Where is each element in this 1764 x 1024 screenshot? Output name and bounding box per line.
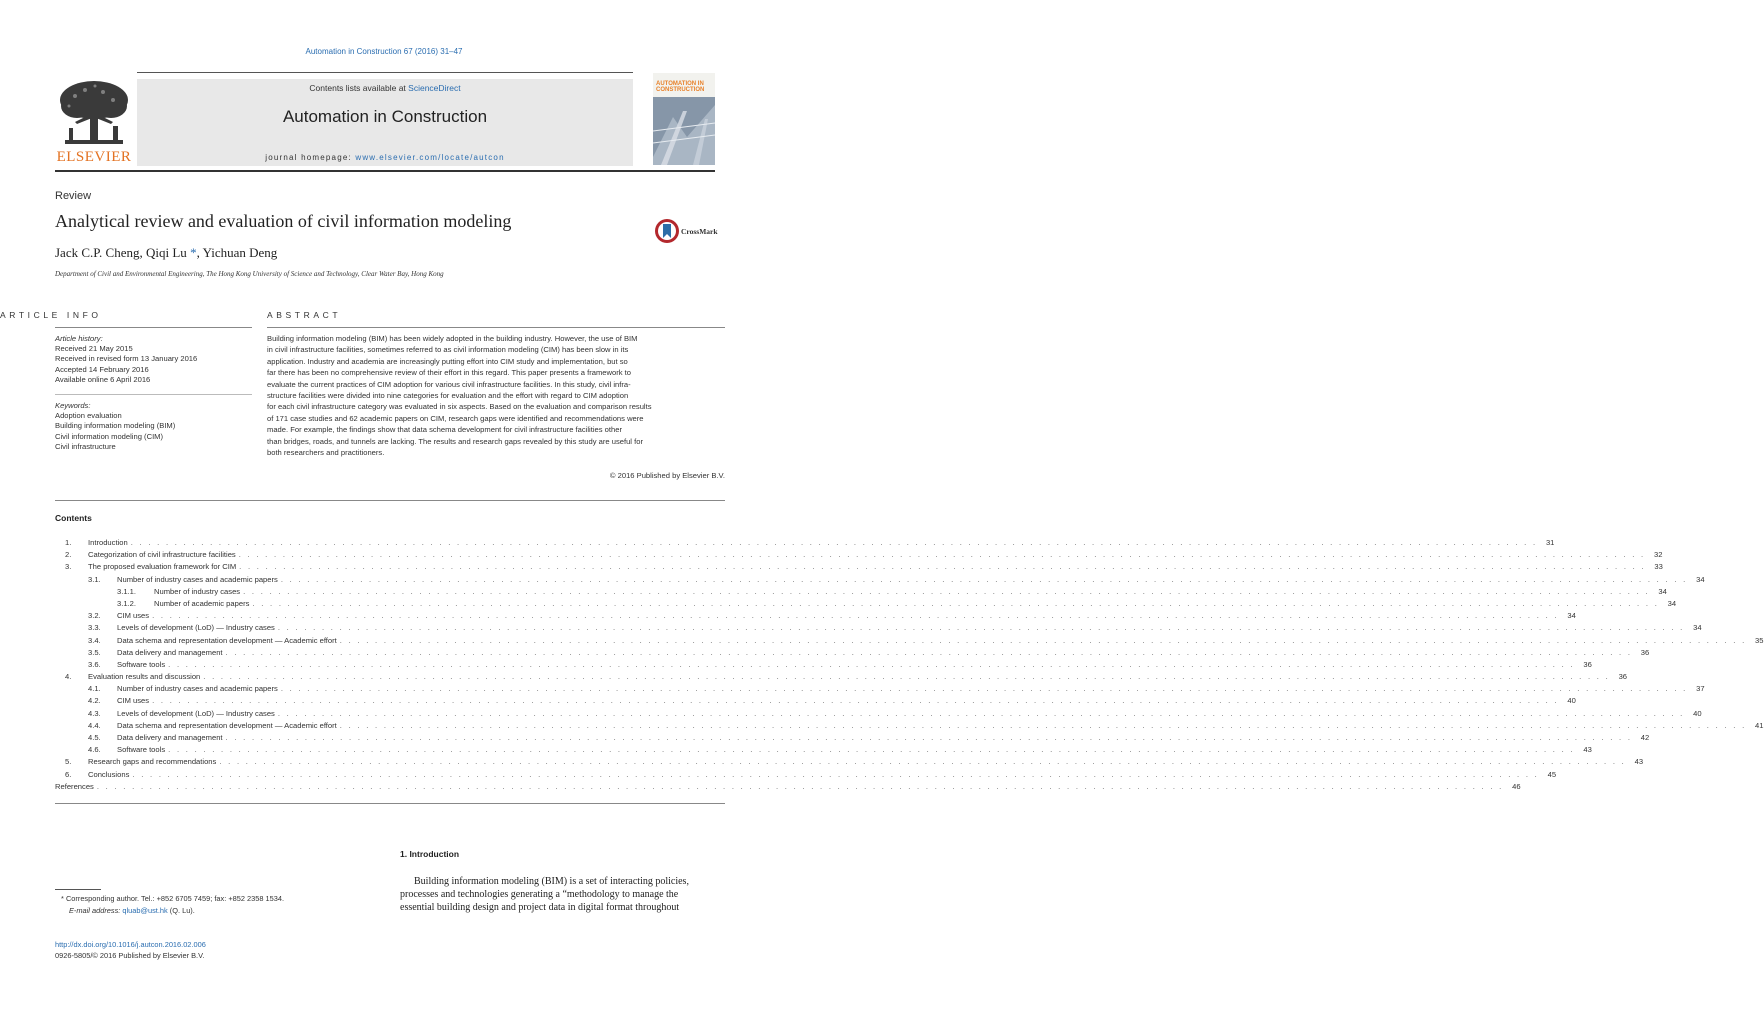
- toc-entry-number: 3.2.: [88, 611, 101, 621]
- toc-leader-dots: . . . . . . . . . . . . . . . . . . . . . . . . . . . . . . . . . . . . . . . . . . . . . . . . . . . . . . . . . . . . . . . . . . . . . . . . . . . . . . . . . . . . . . . . . . . . . . . . . . . . . . . . . . . . . . . . . . . . . . . . . . . . . . . . . . . . . . . . . . . . . . . . . . . . . . . . . . . . . . . .: [277, 623, 1685, 633]
- toc-entry-number: 3.3.: [88, 623, 101, 633]
- abstract-rule: [267, 327, 725, 328]
- header-bottom-rule: [55, 170, 715, 172]
- toc-entry-page: 43: [1583, 745, 1592, 755]
- toc-entry[interactable]: [55, 611, 1576, 623]
- crossmark-label: CrossMark: [681, 227, 718, 236]
- toc-entry[interactable]: [55, 550, 1663, 562]
- abstract-line: both researchers and practitioners.: [267, 448, 385, 458]
- toc-entry-number: 4.1.: [88, 684, 101, 694]
- history-item: Received in revised form 13 January 2016: [55, 354, 198, 364]
- article-history-label: Article history:: [55, 334, 103, 343]
- toc-entry-number: 3.1.2.: [117, 598, 136, 608]
- toc-entry-label: Number of industry cases and academic papers: [117, 574, 278, 584]
- toc-entry-page: 36: [1583, 659, 1592, 669]
- toc-entry-page: 46: [1512, 781, 1521, 791]
- toc-leader-dots: . . . . . . . . . . . . . . . . . . . . . . . . . . . . . . . . . . . . . . . . . . . . . . . . . . . . . . . . . . . . . . . . . . . . . . . . . . . . . . . . . . . . . . . . . . . . . . . . . . . . . . . . . . . . . . . . . . . . . . . . . . . . . . . . . . . . . . . . . . . . . . . . . . . . . . . . . . . . . . . .: [152, 696, 1559, 706]
- toc-leader-dots: . . . . . . . . . . . . . . . . . . . . . . . . . . . . . . . . . . . . . . . . . . . . . . . . . . . . . . . . . . . . . . . . . . . . . . . . . . . . . . . . . . . . . . . . . . . . . . . . . . . . . . . . . . . . . . . . . . . . . . . . . . . . . . . . . . . . . . . . . . . . . . . . . . . . . . . . . . . . . . . .: [96, 781, 1504, 791]
- toc-entry-page: 40: [1567, 696, 1576, 706]
- elsevier-logo[interactable]: [55, 78, 133, 166]
- abstract-body: [267, 333, 725, 458]
- toc-entry-label: References: [55, 781, 94, 791]
- corresponding-author-footnote: * Corresponding author. Tel.: +852 6705 7459; fax: +852 2358 1534.: [61, 894, 285, 903]
- toc-entry[interactable]: [55, 708, 1702, 721]
- toc-leader-dots: . . . . . . . . . . . . . . . . . . . . . . . . . . . . . . . . . . . . . . . . . . . . . . . . . . . . . . . . . . . . . . . . . . . . . . . . . . . . . . . . . . . . . . . . . . . . . . . . . . . . . . . . . . . . . . . . . . . . . . . . . . . . . . . . . . . . . . . . . . . . . . . . . . . . . . . . . . . . . . . .: [130, 538, 1538, 547]
- toc-entry-number: 4.: [65, 672, 72, 682]
- toc-leader-dots: . . . . . . . . . . . . . . . . . . . . . . . . . . . . . . . . . . . . . . . . . . . . . . . . . . . . . . . . . . . . . . . . . . . . . . . . . . . . . . . . . . . . . . . . . . . . . . . . . . . . . . . . . . . . . . . . . . . . . . . . . . . . . . . . . . . . . . . . . . . . . . . . . . . . . . . . . . . . . . . .: [168, 659, 1575, 669]
- toc-entry[interactable]: [55, 598, 1677, 611]
- author-email-link[interactable]: qluab@ust.hk: [122, 906, 168, 915]
- contents-bottom-rule: [55, 803, 725, 804]
- toc-entry-page: 40: [1693, 708, 1702, 718]
- toc-entry-label: Software tools: [117, 659, 166, 669]
- keyword-item: Building information modeling (BIM): [55, 421, 176, 431]
- toc-entry[interactable]: [55, 586, 1667, 599]
- toc-entry-label: Levels of development (LoD) — Industry cases: [117, 623, 275, 633]
- toc-entry-label: Number of academic papers: [154, 598, 250, 608]
- toc-entry-page: 45: [1547, 769, 1557, 779]
- toc-entry-label: Data schema and representation development — Academic effort: [117, 720, 337, 730]
- toc-entry-label: Data delivery and management: [117, 733, 223, 742]
- toc-entry[interactable]: [55, 696, 1576, 708]
- contents-top-rule: [55, 500, 725, 501]
- toc-entry[interactable]: [55, 684, 1705, 696]
- abstract-copyright: © 2016 Published by Elsevier B.V.: [609, 471, 725, 480]
- toc-entry-page: 35: [1755, 635, 1764, 645]
- keyword-item: Civil information modeling (CIM): [55, 431, 164, 441]
- toc-leader-dots: . . . . . . . . . . . . . . . . . . . . . . . . . . . . . . . . . . . . . . . . . . . . . . . . . . . . . . . . . . . . . . . . . . . . . . . . . . . . . . . . . . . . . . . . . . . . . . . . . . . . . . . . . . . . . . . . . . . . . . . . . . . . . . . . . . . . . . . . . . . . . . . . . . . . . . . . . . . . . . . .: [238, 550, 1646, 560]
- toc-entry-page: 43: [1634, 757, 1644, 767]
- toc-entry-label: Number of industry cases and academic papers: [117, 684, 278, 694]
- toc-entry-page: 33: [1654, 562, 1663, 572]
- intro-line: processes and technologies generating a “methodology to manage the: [400, 889, 679, 900]
- corresponding-author-mark[interactable]: *: [190, 245, 197, 260]
- article-authors: Jack C.P. Cheng, Qiqi Lu *, Yichuan Deng: [55, 245, 278, 260]
- journal-cover-thumbnail[interactable]: [653, 73, 715, 165]
- abstract-line: of 171 case studies and 62 academic papers on CIM, research gaps were identified and recommendations were: [267, 413, 644, 423]
- keyword-item: Civil infrastructure: [55, 441, 116, 451]
- toc-entry-label: Data delivery and management: [117, 647, 223, 657]
- journal-homepage-link[interactable]: www.elsevier.com/locate/autcon: [355, 153, 505, 162]
- toc-entry-label: Evaluation results and discussion: [88, 672, 201, 682]
- keywords-label: Keywords:: [55, 401, 91, 410]
- toc-leader-dots: . . . . . . . . . . . . . . . . . . . . . . . . . . . . . . . . . . . . . . . . . . . . . . . . . . . . . . . . . . . . . . . . . . . . . . . . . . . . . . . . . . . . . . . . . . . . . . . . . . . . . . . . . . . . . . . . . . . . . . . . . . . . . . . . . . . . . . . . . . . . . . . . . . . . . . . . . . . . . . . .: [252, 598, 1660, 608]
- journal-homepage-line: journal homepage: www.elsevier.com/locate/autcon: [265, 153, 505, 162]
- toc-entry-number: 3.5.: [88, 647, 101, 657]
- history-item: Accepted 14 February 2016: [55, 364, 149, 374]
- toc-leader-dots: . . . . . . . . . . . . . . . . . . . . . . . . . . . . . . . . . . . . . . . . . . . . . . . . . . . . . . . . . . . . . . . . . . . . . . . . . . . . . . . . . . . . . . . . . . . . . . . . . . . . . . . . . . . . . . . . . . . . . . . . . . . . . . . . . . . . . . . . . . . . . . . . . . . . . . . . . . . . . . . .: [225, 647, 1633, 657]
- toc-entry-number: 1.: [65, 538, 72, 547]
- intro-line: essential building design and project data in digital format throughout: [400, 902, 680, 913]
- abstract-line: evaluate the current practices of CIM adoption for various civil infrastructure facilities. In this study, civil infra-: [267, 379, 631, 389]
- toc-entry-label: Data schema and representation development — Academic effort: [117, 635, 337, 645]
- toc-entry[interactable]: [55, 623, 1702, 635]
- abstract-line: application. Industry and academia are increasingly putting effort into CIM study and implementation, but so: [267, 356, 628, 366]
- keyword-item: Adoption evaluation: [55, 411, 122, 421]
- toc-entry-page: 41: [1755, 720, 1764, 730]
- issn-line: 0926-5805/© 2016 Published by Elsevier B.V.: [55, 951, 205, 960]
- toc-entry-number: 4.5.: [88, 733, 101, 742]
- toc-leader-dots: . . . . . . . . . . . . . . . . . . . . . . . . . . . . . . . . . . . . . . . . . . . . . . . . . . . . . . . . . . . . . . . . . . . . . . . . . . . . . . . . . . . . . . . . . . . . . . . . . . . . . . . . . . . . . . . . . . . . . . . . . . . . . . . . . . . . . . . . . . . . . . . . . . . . . . . . . . . . . . . .: [219, 757, 1627, 767]
- toc-leader-dots: . . . . . . . . . . . . . . . . . . . . . . . . . . . . . . . . . . . . . . . . . . . . . . . . . . . . . . . . . . . . . . . . . . . . . . . . . . . . . . . . . . . . . . . . . . . . . . . . . . . . . . . . . . . . . . . . . . . . . . . . . . . . . . . . . . . . . . . . . . . . . . . . . . . . . . . . . . . . . . . .: [132, 769, 1540, 779]
- article-keywords: [55, 401, 175, 452]
- toc-entry-number: 3.1.1.: [117, 586, 136, 596]
- article-section-type: Review: [55, 190, 92, 202]
- toc-entry-number: 3.4.: [88, 635, 101, 645]
- toc-leader-dots: . . . . . . . . . . . . . . . . . . . . . . . . . . . . . . . . . . . . . . . . . . . . . . . . . . . . . . . . . . . . . . . . . . . . . . . . . . . . . . . . . . . . . . . . . . . . . . . . . . . . . . . . . . . . . . . . . . . . . . . . . . . . . . . . . . . . . . . . . . . . . . . . . . . . . . . . . . . . . . . .: [168, 745, 1575, 755]
- toc-entry-page: 32: [1653, 550, 1663, 560]
- toc-entry[interactable]: [55, 733, 1650, 745]
- toc-entry-label: CIM uses: [117, 696, 150, 706]
- crossmark-badge[interactable]: [654, 218, 726, 244]
- toc-entry-page: 34: [1667, 598, 1677, 608]
- journal-banner: [137, 79, 633, 166]
- introduction-heading: 1. Introduction: [400, 849, 460, 859]
- toc-entry[interactable]: [55, 672, 1628, 684]
- toc-entry-page: 36: [1640, 647, 1650, 657]
- toc-entry-label: Number of industry cases: [154, 586, 241, 596]
- toc-entry[interactable]: [55, 538, 1555, 550]
- toc-leader-dots: . . . . . . . . . . . . . . . . . . . . . . . . . . . . . . . . . . . . . . . . . . . . . . . . . . . . . . . . . . . . . . . . . . . . . . . . . . . . . . . . . . . . . . . . . . . . . . . . . . . . . . . . . . . . . . . . . . . . . . . . . . . . . . . . . . . . . . . . . . . . . . . . . . . . . . . . . . . . . . . .: [280, 684, 1688, 694]
- toc-entry-page: 34: [1693, 623, 1702, 633]
- history-item: Available online 6 April 2016: [55, 374, 151, 384]
- contents-available-line: Contents lists available at ScienceDirect: [309, 83, 461, 93]
- email-footnote: E-mail address: qluab@ust.hk (Q. Lu).: [69, 906, 195, 915]
- toc-entry[interactable]: [55, 659, 1592, 672]
- toc-entry-number: 6.: [65, 769, 72, 779]
- intro-line: Building information modeling (BIM) is a set of interacting policies,: [414, 876, 689, 887]
- journal-title: Automation in Construction: [282, 107, 488, 126]
- toc-entry-page: 34: [1696, 574, 1705, 584]
- article-info-rule: [55, 327, 252, 328]
- toc-leader-dots: . . . . . . . . . . . . . . . . . . . . . . . . . . . . . . . . . . . . . . . . . . . . . . . . . . . . . . . . . . . . . . . . . . . . . . . . . . . . . . . . . . . . . . . . . . . . . . . . . . . . . . . . . . . . . . . . . . . . . . . . . . . . . . . . . . . . . . . . . . . . . . . . . . . . . . . . . . . . . . . .: [239, 562, 1646, 572]
- introduction-body: [400, 875, 725, 914]
- toc-entry-label: The proposed evaluation framework for CIM: [88, 562, 237, 572]
- toc-entry-page: 37: [1696, 684, 1705, 694]
- cover-image: [653, 97, 715, 165]
- toc-leader-dots: . . . . . . . . . . . . . . . . . . . . . . . . . . . . . . . . . . . . . . . . . . . . . . . . . . . . . . . . . . . . . . . . . . . . . . . . . . . . . . . . . . . . . . . . . . . . . . . . . . . . . . . . . . . . . . . . . . . . . . . . . . . . . . . . . . . . . . . . . . . . . . . . . . . . . . . . . . . . . . . .: [280, 574, 1688, 584]
- journal-reference[interactable]: Automation in Construction 67 (2016) 31–47: [305, 47, 463, 56]
- toc-leader-dots: . . . . . . . . . . . . . . . . . . . . . . . . . . . . . . . . . . . . . . . . . . . . . . . . . . . . . . . . . . . . . . . . . . . . . . . . . . . . . . . . . . . . . . . . . . . . . . . . . . . . . . . . . . . . . . . . . . . . . . . . . . . . . . . . . . . . . . . . . . . . . . . . . . . . . . . . . . . . . . . .: [277, 708, 1685, 718]
- table-of-contents: [55, 538, 1764, 794]
- toc-entry[interactable]: [55, 562, 1663, 574]
- toc-entry[interactable]: [55, 745, 1592, 757]
- toc-leader-dots: . . . . . . . . . . . . . . . . . . . . . . . . . . . . . . . . . . . . . . . . . . . . . . . . . . . . . . . . . . . . . . . . . . . . . . . . . . . . . . . . . . . . . . . . . . . . . . . . . . . . . . . . . . . . . . . . . . . . . . . . . . . . . . . . . . . . . . . . . . . . . . . . . . . . . . . . . . . . . . . .: [339, 635, 1747, 645]
- toc-entry-page: 34: [1658, 586, 1667, 596]
- toc-entry-number: 5.: [65, 757, 72, 767]
- toc-entry-number: 4.2.: [88, 696, 101, 706]
- toc-entry[interactable]: [55, 720, 1764, 733]
- toc-leader-dots: . . . . . . . . . . . . . . . . . . . . . . . . . . . . . . . . . . . . . . . . . . . . . . . . . . . . . . . . . . . . . . . . . . . . . . . . . . . . . . . . . . . . . . . . . . . . . . . . . . . . . . . . . . . . . . . . . . . . . . . . . . . . . . . . . . . . . . . . . . . . . . . . . . . . . . . . . . . . . . . .: [339, 720, 1747, 730]
- toc-entry-number: 3.1.: [88, 574, 101, 584]
- abstract-line: in civil infrastructure facilities, sometimes referred to as civil information modeling (CIM) has been slow in its: [267, 345, 629, 355]
- sciencedirect-link[interactable]: ScienceDirect: [408, 83, 461, 93]
- toc-leader-dots: . . . . . . . . . . . . . . . . . . . . . . . . . . . . . . . . . . . . . . . . . . . . . . . . . . . . . . . . . . . . . . . . . . . . . . . . . . . . . . . . . . . . . . . . . . . . . . . . . . . . . . . . . . . . . . . . . . . . . . . . . . . . . . . . . . . . . . . . . . . . . . . . . . . . . . . . . . . . . . . .: [152, 611, 1559, 621]
- tree-logo-icon: [55, 78, 133, 150]
- abstract-line: far there has been no comprehensive review of their effort in this regard. This paper presents a framework to: [267, 368, 631, 378]
- article-history: [55, 334, 197, 385]
- toc-entry-label: Categorization of civil infrastructure facilities: [88, 550, 236, 560]
- author-affiliation: Department of Civil and Environmental Engineering, The Hong Kong University of Science and Technology, Clear Water Bay, Hong Kong: [55, 270, 444, 278]
- history-item: Received 21 May 2015: [55, 344, 133, 354]
- toc-entry-page: 42: [1640, 733, 1650, 742]
- toc-entry-label: Software tools: [117, 745, 166, 755]
- article-info-heading: ARTICLE INFO: [0, 310, 102, 320]
- toc-entry-number: 3.: [65, 562, 72, 572]
- toc-entry-number: 3.6.: [88, 659, 101, 669]
- abstract-line: than bridges, roads, and tunnels are lacking. The results and research gaps revealed by this study are useful for: [267, 436, 643, 446]
- toc-entry-label: Introduction: [88, 538, 128, 547]
- toc-entry-page: 31: [1545, 538, 1555, 547]
- toc-leader-dots: . . . . . . . . . . . . . . . . . . . . . . . . . . . . . . . . . . . . . . . . . . . . . . . . . . . . . . . . . . . . . . . . . . . . . . . . . . . . . . . . . . . . . . . . . . . . . . . . . . . . . . . . . . . . . . . . . . . . . . . . . . . . . . . . . . . . . . . . . . . . . . . . . . . . . . . . . . . . . . . .: [225, 733, 1633, 742]
- footnote-rule: [55, 889, 101, 890]
- toc-leader-dots: . . . . . . . . . . . . . . . . . . . . . . . . . . . . . . . . . . . . . . . . . . . . . . . . . . . . . . . . . . . . . . . . . . . . . . . . . . . . . . . . . . . . . . . . . . . . . . . . . . . . . . . . . . . . . . . . . . . . . . . . . . . . . . . . . . . . . . . . . . . . . . . . . . . . . . . . . . . . . . . .: [243, 586, 1650, 596]
- abstract-line: made. For example, the findings show that data schema development for civil infrastructure facilities other: [267, 425, 622, 435]
- toc-entry-label: Levels of development (LoD) — Industry cases: [117, 708, 275, 718]
- cover-title: AUTOMATION IN CONSTRUCTION: [653, 73, 715, 97]
- toc-entry[interactable]: [55, 769, 1557, 782]
- toc-entry[interactable]: [55, 635, 1764, 648]
- abstract-line: Building information modeling (BIM) has been widely adopted in the building industry. However, the use of BIM: [267, 334, 638, 343]
- toc-entry-number: 2.: [65, 550, 72, 560]
- toc-entry-number: 4.3.: [88, 708, 101, 718]
- toc-entry-label: CIM uses: [117, 611, 150, 621]
- toc-entry-label: Research gaps and recommendations: [88, 757, 217, 767]
- doi-link[interactable]: http://dx.doi.org/10.1016/j.autcon.2016.02.006: [55, 940, 206, 949]
- toc-entry[interactable]: [55, 757, 1644, 769]
- abstract-line: structure facilities were divided into nine categories for evaluation and the effort with regard to CIM adoption: [267, 391, 629, 401]
- abstract-heading: ABSTRACT: [267, 310, 342, 320]
- abstract-line: for each civil infrastructure category was evaluated in six aspects. Based on the evaluation and comparison results: [267, 402, 652, 412]
- article-title: Analytical review and evaluation of civil information modeling: [55, 211, 512, 231]
- toc-entry-number: 4.4.: [88, 720, 101, 730]
- header-top-rule: [137, 72, 633, 73]
- toc-entry[interactable]: [55, 574, 1705, 587]
- toc-entry-page: 36: [1618, 672, 1628, 682]
- toc-entry-page: 34: [1567, 611, 1576, 621]
- contents-heading: Contents: [55, 513, 92, 523]
- toc-entry[interactable]: [55, 781, 1521, 794]
- crossmark-icon: [654, 218, 680, 244]
- toc-entry[interactable]: [55, 647, 1650, 660]
- toc-entry-number: 4.6.: [88, 745, 101, 755]
- publisher-logo-text: ELSEVIER: [56, 149, 132, 165]
- toc-leader-dots: . . . . . . . . . . . . . . . . . . . . . . . . . . . . . . . . . . . . . . . . . . . . . . . . . . . . . . . . . . . . . . . . . . . . . . . . . . . . . . . . . . . . . . . . . . . . . . . . . . . . . . . . . . . . . . . . . . . . . . . . . . . . . . . . . . . . . . . . . . . . . . . . . . . . . . . . . . . . . . . .: [203, 672, 1611, 682]
- info-separator-rule: [55, 394, 252, 395]
- toc-entry-label: Conclusions: [88, 769, 130, 779]
